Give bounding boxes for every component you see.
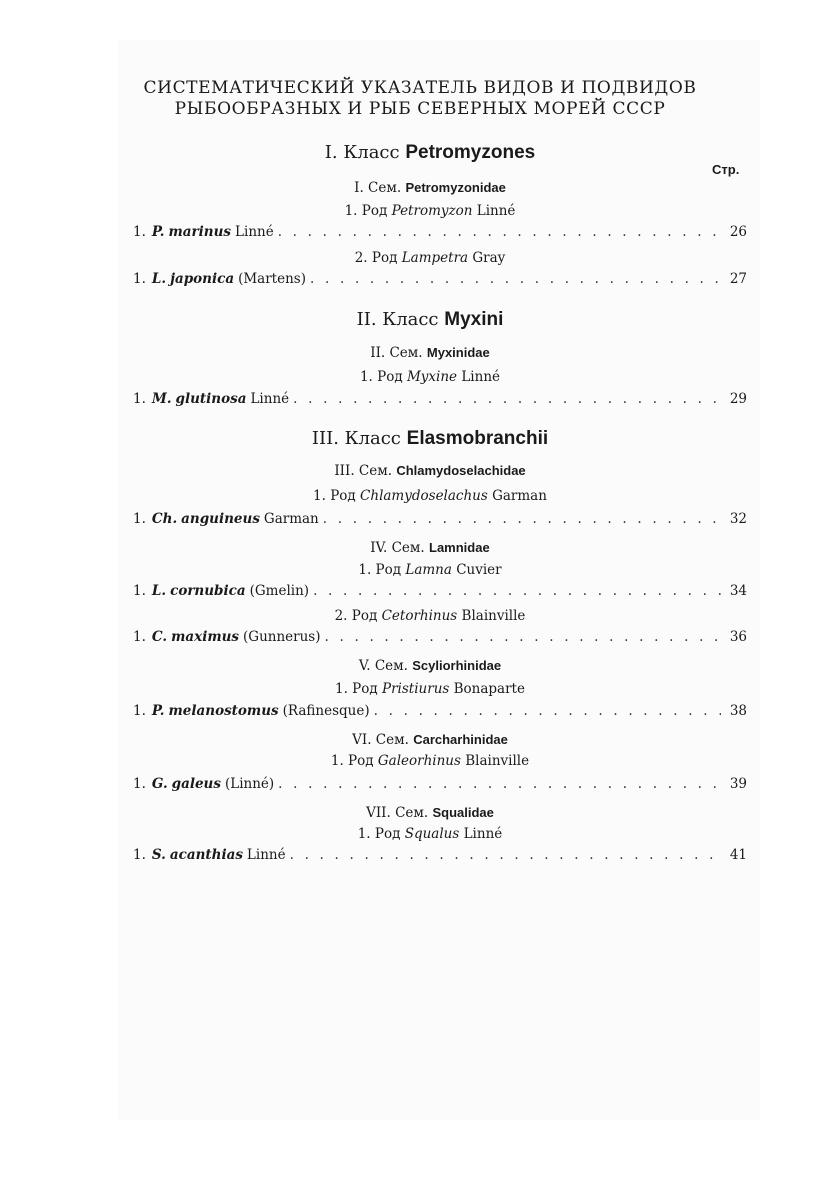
page-number: 27 xyxy=(729,271,747,287)
species-name: cornubica xyxy=(170,583,246,599)
family-prefix: I. Сем. xyxy=(354,180,402,196)
species-genus-abbr: Ch. xyxy=(151,511,178,527)
species-author: Linné xyxy=(235,224,274,240)
page-number: 32 xyxy=(729,511,747,527)
class-prefix: III. Класс xyxy=(311,428,401,449)
genus-name: Galeorhinus xyxy=(377,753,461,769)
species-author: Linné xyxy=(246,847,286,863)
species-name: marinus xyxy=(168,224,232,240)
family-prefix: VI. Сем. xyxy=(352,732,409,748)
genus-name: Squalus xyxy=(404,826,460,842)
species-author: (Rafinesque) xyxy=(282,703,370,719)
dot-leader xyxy=(323,510,721,528)
species-author: (Gunnerus) xyxy=(243,629,321,645)
species-name: galeus xyxy=(171,776,221,792)
page-number: 36 xyxy=(729,629,747,645)
genus-name: Petromyzon xyxy=(391,203,473,219)
genus-prefix: 1. Род xyxy=(359,369,403,385)
species-genus-abbr: P. xyxy=(151,703,165,719)
genus-prefix: 1. Род xyxy=(335,681,378,697)
class-name: Petromyzones xyxy=(405,142,536,163)
family-heading xyxy=(170,731,690,749)
genus-prefix: 1. Род xyxy=(330,753,374,769)
page-title-line-2: РЫБООБРАЗНЫХ И РЫБ СЕВЕРНЫХ МОРЕЙ СССР xyxy=(174,99,666,119)
species-entry xyxy=(133,846,747,864)
genus-heading xyxy=(170,825,690,843)
class-heading xyxy=(170,309,690,331)
genus-author: Cuvier xyxy=(456,562,502,578)
species-entry xyxy=(133,390,747,408)
genus-prefix: 1. Род xyxy=(358,562,402,578)
genus-heading xyxy=(170,487,690,505)
species-genus-abbr: P. xyxy=(151,224,165,240)
genus-heading xyxy=(170,607,690,625)
species-entry xyxy=(133,223,747,241)
genus-author: Linné xyxy=(476,203,516,219)
family-heading xyxy=(170,344,690,362)
genus-prefix: 1. Род xyxy=(357,826,401,842)
family-name: Myxinidae xyxy=(426,345,490,360)
species-genus-abbr: M. xyxy=(151,391,172,407)
species-genus-abbr: L. xyxy=(151,271,167,287)
species-genus-abbr: L. xyxy=(151,583,167,599)
genus-heading xyxy=(170,680,690,698)
class-name: Elasmobranchii xyxy=(406,428,549,449)
species-name: maximus xyxy=(171,629,240,645)
page-title-line-1: СИСТЕМАТИЧЕСКИЙ УКАЗАТЕЛЬ ВИДОВ И ПОДВИДОВ xyxy=(143,78,697,98)
family-name: Chlamydoselachidae xyxy=(396,463,526,478)
dot-leader xyxy=(374,702,721,720)
family-name: Squalidae xyxy=(432,805,494,820)
dot-leader xyxy=(325,628,722,646)
species-number: 1. xyxy=(133,391,146,407)
dot-leader xyxy=(313,582,721,600)
family-prefix: V. Сем. xyxy=(358,658,408,674)
species-number: 1. xyxy=(133,703,146,719)
species-entry xyxy=(133,270,747,288)
class-name: Myxini xyxy=(444,309,504,330)
class-prefix: II. Класс xyxy=(356,309,439,330)
species-author: (Linné) xyxy=(224,776,275,792)
species-entry xyxy=(133,582,747,600)
genus-name: Cetorhinus xyxy=(381,608,458,624)
class-heading xyxy=(170,428,690,450)
family-heading xyxy=(170,179,690,197)
genus-heading xyxy=(170,368,690,386)
family-heading xyxy=(170,804,690,822)
family-heading xyxy=(170,462,690,480)
species-author: Linné xyxy=(250,391,290,407)
species-number: 1. xyxy=(133,224,146,240)
species-number: 1. xyxy=(133,583,146,599)
species-name: acanthias xyxy=(169,847,243,863)
family-prefix: III. Сем. xyxy=(334,463,393,479)
genus-name: Myxine xyxy=(406,369,458,385)
species-author: Garman xyxy=(263,511,319,527)
page-number: 29 xyxy=(729,391,747,407)
species-genus-abbr: S. xyxy=(151,847,166,863)
family-name: Petromyzonidae xyxy=(405,180,506,195)
species-entry xyxy=(133,702,747,720)
family-heading xyxy=(170,539,690,557)
species-number: 1. xyxy=(133,776,146,792)
class-prefix: I. Класс xyxy=(324,142,400,163)
genus-author: Blainville xyxy=(465,753,530,769)
species-author: (Gmelin) xyxy=(249,583,310,599)
species-name: glutinosa xyxy=(175,391,247,407)
class-heading xyxy=(170,142,690,164)
genus-author: Linné xyxy=(461,369,501,385)
species-entry xyxy=(133,775,747,793)
family-heading xyxy=(170,657,690,675)
page-number: 26 xyxy=(729,224,747,240)
family-prefix: IV. Сем. xyxy=(370,540,425,556)
family-prefix: II. Сем. xyxy=(370,345,423,361)
page-number: 41 xyxy=(729,847,747,863)
genus-prefix: 2. Род xyxy=(354,250,398,266)
genus-heading xyxy=(170,752,690,770)
genus-name: Lamna xyxy=(405,562,452,578)
genus-author: Linné xyxy=(463,826,503,842)
genus-prefix: 1. Род xyxy=(313,488,356,504)
dot-leader xyxy=(278,223,721,241)
genus-name: Pristiurus xyxy=(382,681,450,697)
dot-leader xyxy=(293,390,721,408)
species-author: (Martens) xyxy=(238,271,306,287)
page-number: 34 xyxy=(729,583,747,599)
genus-name: Lampetra xyxy=(401,250,469,266)
species-number: 1. xyxy=(133,271,146,287)
page-column-header: Стр. xyxy=(712,162,740,177)
dot-leader xyxy=(290,846,721,864)
species-genus-abbr: G. xyxy=(151,776,168,792)
species-entry xyxy=(133,510,747,528)
family-name: Scyliorhinidae xyxy=(412,658,502,673)
genus-name: Chlamydoselachus xyxy=(360,488,488,504)
family-name: Carcharhinidae xyxy=(413,732,508,747)
species-number: 1. xyxy=(133,511,146,527)
species-number: 1. xyxy=(133,847,146,863)
genus-heading xyxy=(170,249,690,267)
page-number: 38 xyxy=(729,703,747,719)
genus-prefix: 1. Род xyxy=(344,203,388,219)
genus-author: Garman xyxy=(492,488,547,504)
species-number: 1. xyxy=(133,629,146,645)
genus-prefix: 2. Род xyxy=(334,608,378,624)
species-entry xyxy=(133,628,747,646)
family-name: Lamnidae xyxy=(429,540,490,555)
genus-author: Bonaparte xyxy=(453,681,525,697)
species-name: anguineus xyxy=(181,511,260,527)
species-genus-abbr: C. xyxy=(151,629,168,645)
species-name: melanostomus xyxy=(168,703,279,719)
dot-leader xyxy=(310,270,721,288)
genus-author: Gray xyxy=(472,250,506,266)
species-name: japonica xyxy=(170,271,235,287)
page-number: 39 xyxy=(729,776,747,792)
dot-leader xyxy=(278,775,721,793)
genus-heading xyxy=(170,202,690,220)
genus-author: Blainville xyxy=(461,608,526,624)
family-prefix: VII. Сем. xyxy=(366,805,429,821)
genus-heading xyxy=(170,561,690,579)
